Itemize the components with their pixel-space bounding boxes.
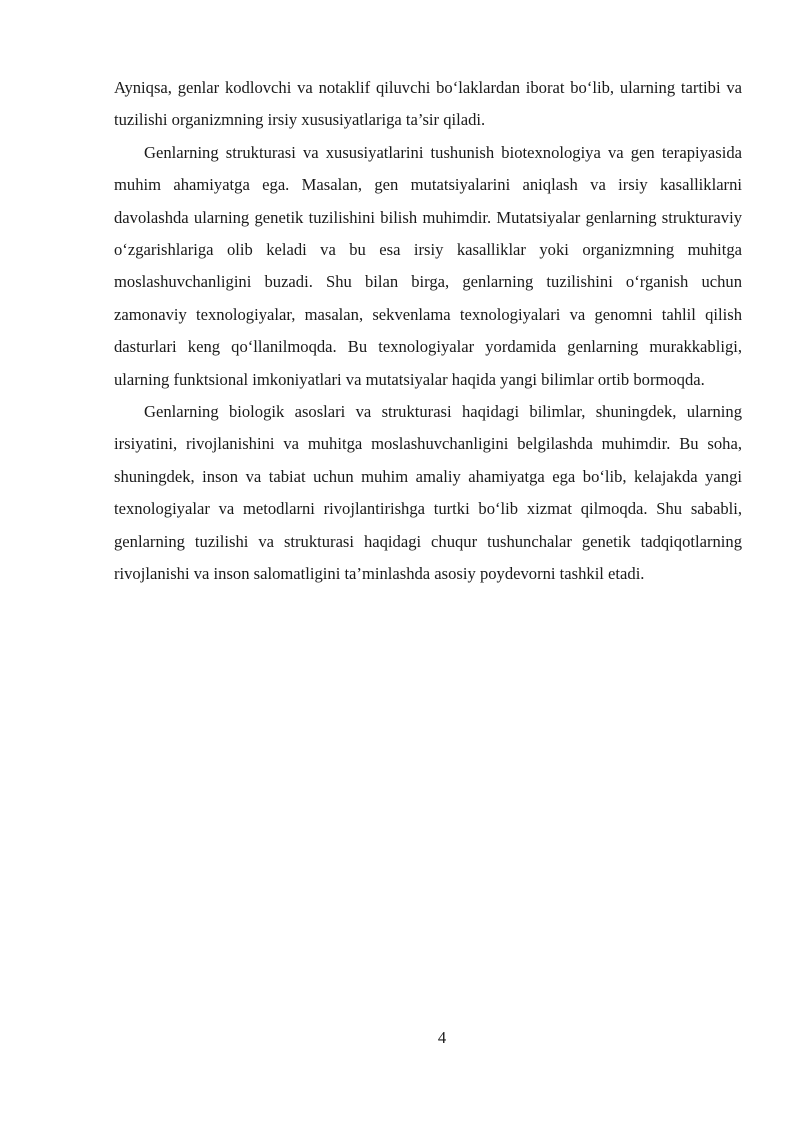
paragraph-continuation: Ayniqsa, genlar kodlovchi va notaklif qiluvchi bo‘laklardan iborat bo‘lib, ularning tartibi va tuzilishi organizmning irsiy xususiyatlariga ta’sir qiladi. <box>114 78 742 130</box>
paragraph-conclusion: Genlarning biologik asoslari va strukturasi haqidagi bilimlar, shuningdek, ularning irsiyatini, rivojlanishini va muhitga moslashuvchanligini belgilashda muhimdir. Bu soha, shuningdek, inson va tabiat uchun muhim amaliy ahamiyatga ega bo‘lib, kelajakda yangi texnologiyalar va metodlarni rivojlantirishga turtki bo‘lib xizmat qilmoqda. Shu sababli, genlarning tuzilishi va strukturasi haqidagi chuqur tushunchalar genetik tadqiqotlarning rivojlanishi va inson salomatligini ta’minlashda asosiy poydevorni tashkil etadi. <box>114 402 742 584</box>
page-number: 4 <box>437 1028 447 1047</box>
document-body <box>114 72 742 591</box>
paragraph-gene-structure: Genlarning strukturasi va xususiyatlarini tushunish biotexnologiya va gen terapiyasida muhim ahamiyatga ega. Masalan, gen mutatsiyalarini aniqlash va irsiy kasalliklarni davolashda ularning genetik tuzilishini bilish muhimdir. Mutatsiyalar genlarning strukturaviy o‘zgarishlariga olib keladi va bu esa irsiy kasalliklar yoki organizmning muhitga moslashuvchanligini buzadi. Shu bilan birga, genlarning tuzilishini o‘rganish uchun zamonaviy texnologiyalar, masalan, sekvenlama texnologiyalari va genomni tahlil qilish dasturlari keng qo‘llanilmoqda. Bu texnologiyalar yordamida genlarning murakkabligi, ularning funktsional imkoniyatlari va mutatsiyalar haqida yangi bilimlar ortib bormoqda. <box>114 142 742 389</box>
